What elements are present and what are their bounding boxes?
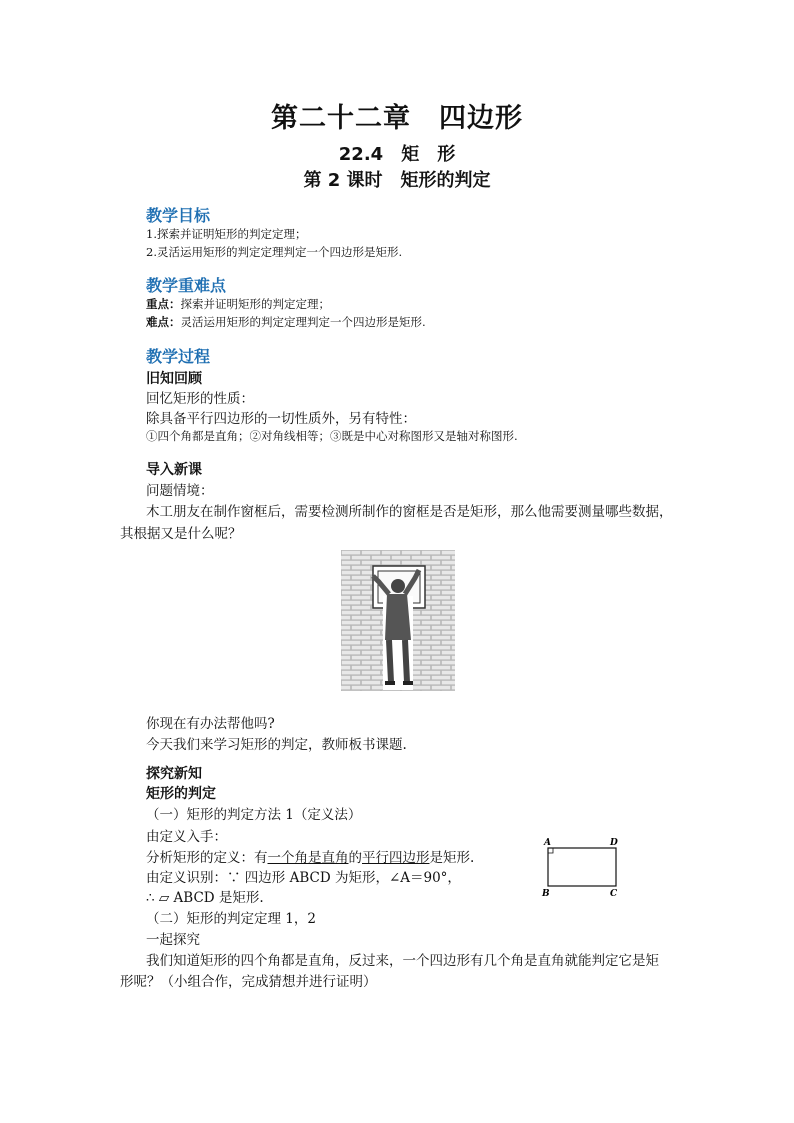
from-def-line: 由定义入手： <box>146 829 227 845</box>
explore-heading: 探究新知 <box>146 766 202 782</box>
carpenter-illustration <box>341 550 455 691</box>
rectangle-abcd-figure <box>540 836 630 898</box>
analyze-underline-2: 平行四边形 <box>362 850 430 866</box>
question-line-2: 形呢？（小组合作，完成猜想并进行证明） <box>120 974 377 990</box>
intro-heading: 导入新课 <box>146 462 202 478</box>
analyze-mid: 的 <box>348 850 362 866</box>
therefore-line: ∴ ▱ ABCD 是矩形. <box>146 890 264 906</box>
goals-heading: 教学目标 <box>146 206 211 225</box>
difficult-text: 灵活运用矩形的判定定理判定一个四边形是矩形. <box>180 315 426 329</box>
after-pic-line-2: 今天我们来学习矩形的判定，教师板书课题. <box>146 737 407 753</box>
difficult-point <box>146 314 426 330</box>
key-text: 探索并证明矩形的判定定理； <box>180 297 330 311</box>
question-line-1: 我们知道矩形的四个角都是直角，反过来，一个四边形有几个角是直角就能判定它是矩 <box>146 953 659 969</box>
review-line-2: 除具备平行四边形的一切性质外，另有特性： <box>146 411 416 427</box>
section-title: 22.4 矩 形 <box>338 144 456 165</box>
chapter-title: 第二十二章 四边形 <box>271 103 523 134</box>
identify-line: 由定义识别：∵ 四边形 ABCD 为矩形，∠A＝90°， <box>146 870 461 886</box>
intro-line-1: 问题情境： <box>146 483 214 499</box>
goal-item-1: 1.探索并证明矩形的判定定理； <box>146 227 307 241</box>
key-point <box>146 296 330 312</box>
vertex-label-a: A <box>544 838 551 848</box>
together-line: 一起探究 <box>146 932 200 948</box>
method1-line: （一）矩形的判定方法 1（定义法） <box>146 807 362 823</box>
analyze-underline-1: 一个角是直角 <box>267 850 349 866</box>
goal-item-2: 2.灵活运用矩形的判定定理判定一个四边形是矩形. <box>146 245 403 259</box>
vertex-label-d: D <box>610 838 618 848</box>
intro-line-3: 其根据又是什么呢？ <box>120 526 242 542</box>
after-pic-line-1: 你现在有办法帮他吗? <box>146 716 275 732</box>
intro-line-2: 木工朋友在制作窗框后，需要检测所制作的窗框是否是矩形，那么他需要测量哪些数据， <box>146 504 673 520</box>
analyze-post: 是矩形. <box>429 850 475 866</box>
lesson-title: 第 2 课时 矩形的判定 <box>303 170 491 191</box>
review-line-3: ①四个角都是直角；②对角线相等；③既是中心对称图形又是轴对称图形. <box>146 429 518 443</box>
review-line-1: 回忆矩形的性质： <box>146 391 254 407</box>
explore-subheading: 矩形的判定 <box>146 786 216 802</box>
analyze-pre: 分析矩形的定义：有 <box>146 850 268 866</box>
difficult-label: 难点： <box>146 315 181 329</box>
keypoints-heading: 教学重难点 <box>146 276 227 295</box>
key-label: 重点： <box>146 297 181 311</box>
process-heading: 教学过程 <box>146 347 211 366</box>
theorem-line: （二）矩形的判定定理 1，2 <box>146 911 316 927</box>
review-heading: 旧知回顾 <box>146 371 202 387</box>
vertex-label-c: C <box>610 889 618 898</box>
vertex-label-b: B <box>542 889 550 898</box>
analyze-line <box>146 846 474 866</box>
